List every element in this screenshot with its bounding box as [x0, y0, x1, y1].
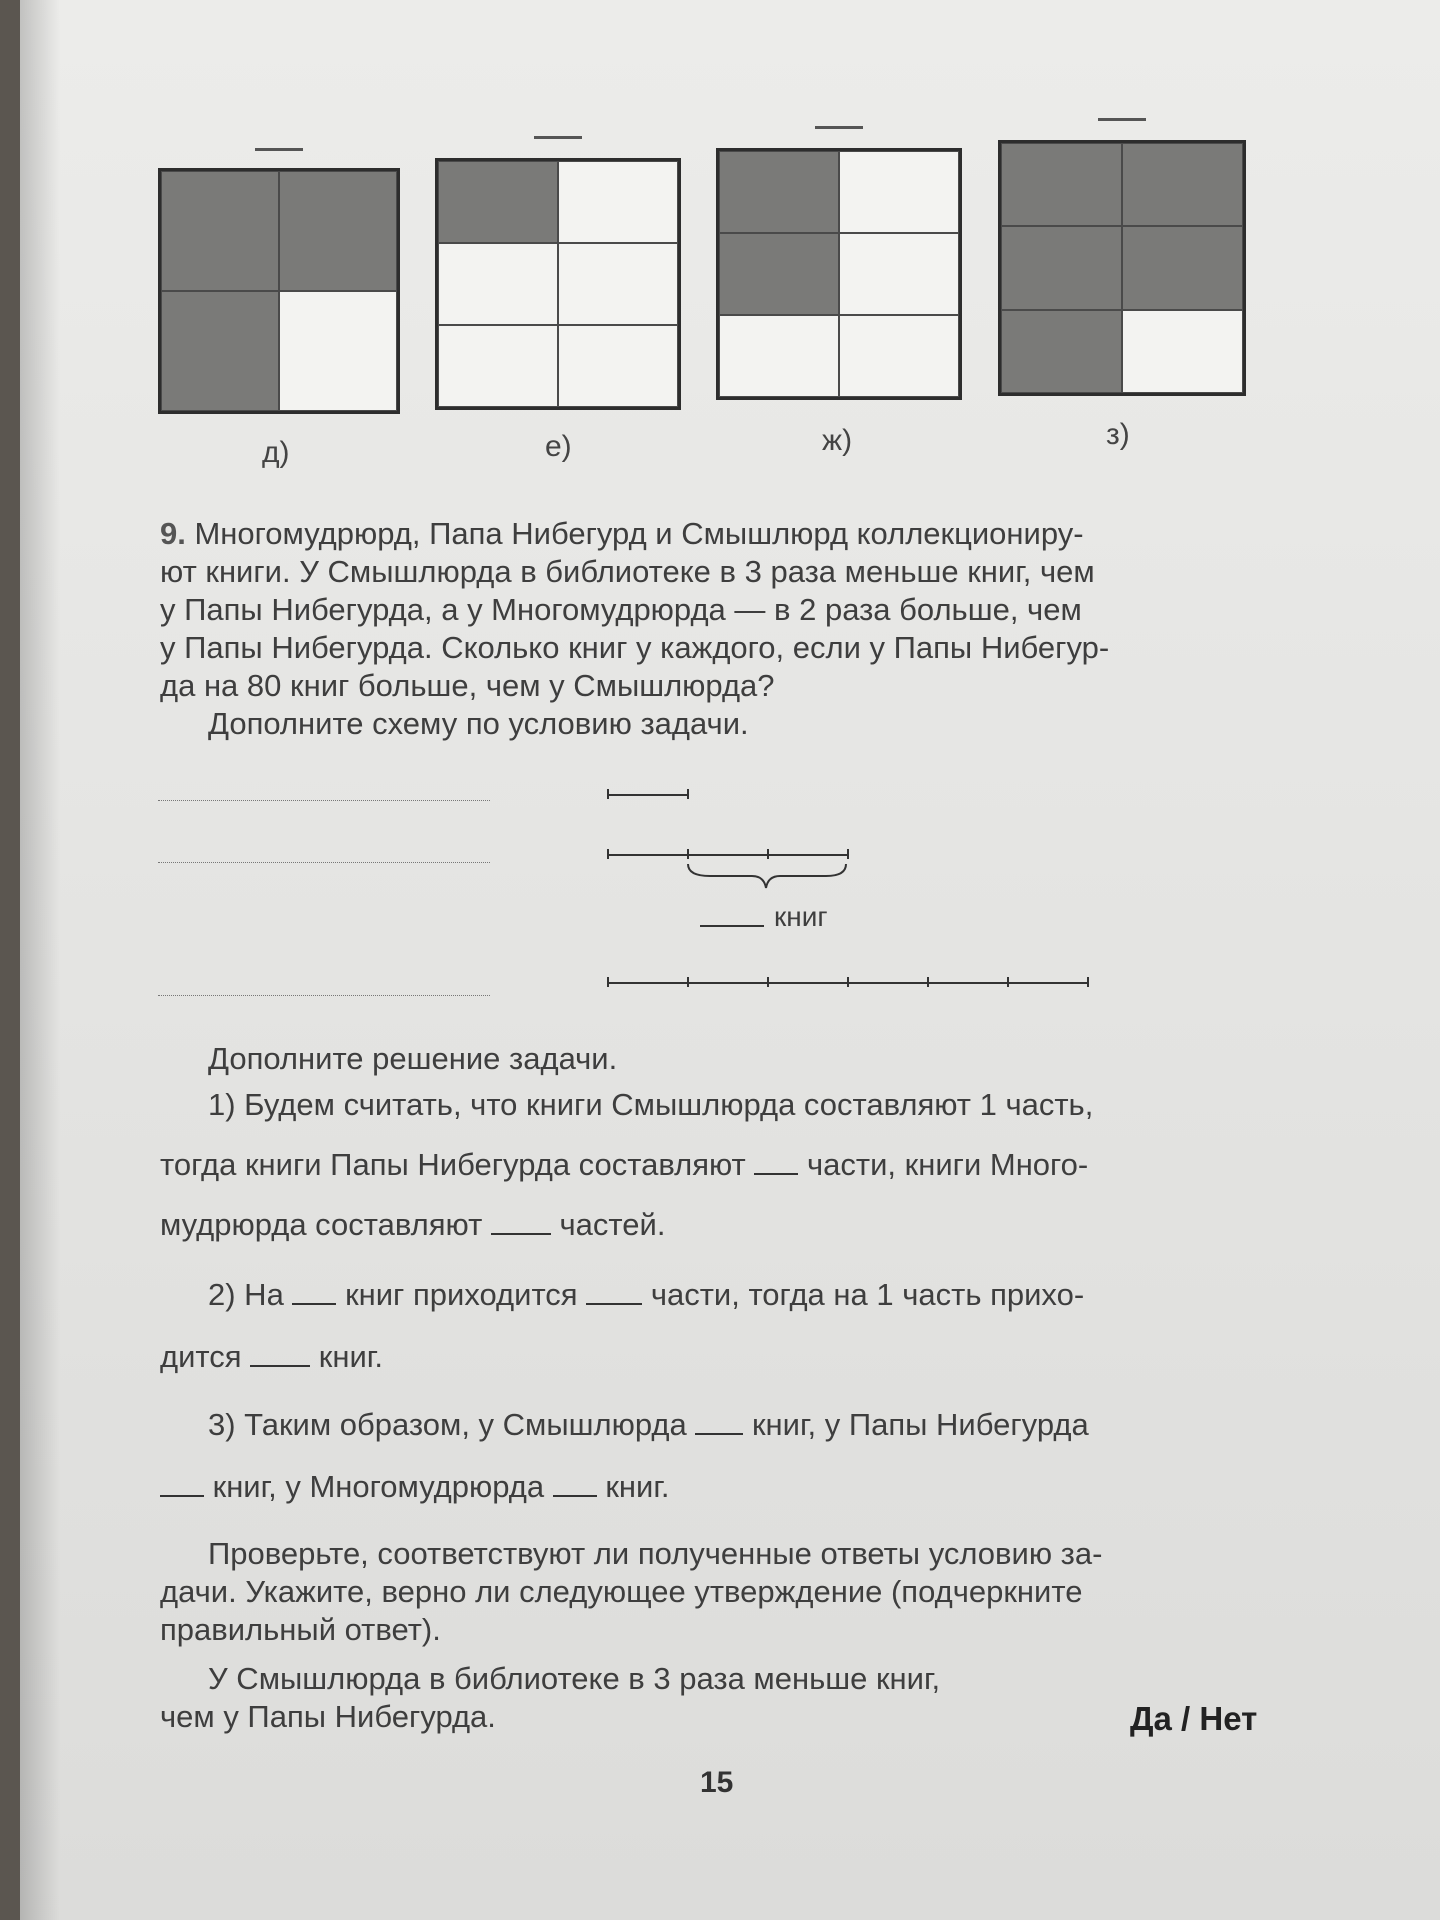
tick: [607, 849, 609, 859]
papa-books-blank[interactable]: [160, 1495, 204, 1497]
books-difference-blank[interactable]: [700, 903, 764, 927]
figure-label: ж): [822, 424, 853, 457]
step-1-line-3: мудрюрда составляют частей.: [160, 1207, 666, 1242]
books-per-part-blank[interactable]: [250, 1365, 310, 1367]
tick: [1007, 977, 1009, 987]
check-line-3: правильный ответ).: [160, 1612, 441, 1647]
brace-icon: [680, 860, 860, 894]
tick: [687, 789, 689, 799]
scheme-label: книг: [774, 901, 828, 932]
mnogo-books-blank[interactable]: [553, 1495, 597, 1497]
answer-choice[interactable]: Да / Нет: [1130, 1700, 1258, 1737]
shaded-cell: [1122, 226, 1243, 309]
tick: [607, 977, 609, 987]
tick: [687, 849, 689, 859]
step-3-line-1: 3) Таким образом, у Смышлюрда книг, у Папы Нибегурда: [208, 1407, 1089, 1442]
tick: [1087, 977, 1089, 987]
fraction-grid: [998, 140, 1246, 396]
tick: [847, 849, 849, 859]
empty-cell: [1122, 310, 1243, 393]
shaded-cell: [438, 161, 558, 243]
tick: [847, 977, 849, 987]
step-2-line-2: дится книг.: [160, 1339, 383, 1374]
step-1-line-2: тогда книги Папы Нибегурда составляют части, книги Много-: [160, 1147, 1089, 1182]
shaded-cell: [279, 171, 397, 291]
empty-cell: [438, 325, 558, 407]
fraction-grid: [435, 158, 681, 410]
tick: [767, 849, 769, 859]
tick: [767, 977, 769, 987]
scheme-prompt: Дополните схему по условию задачи.: [208, 706, 749, 741]
page-shadow: [20, 0, 60, 1920]
segment-papa: [608, 854, 848, 856]
empty-cell: [839, 233, 959, 315]
empty-cell: [558, 325, 678, 407]
empty-cell: [279, 291, 397, 411]
statement-line-1: У Смышлюрда в библиотеке в 3 раза меньше книг,: [208, 1661, 941, 1696]
answer-blank[interactable]: [255, 148, 303, 151]
step-1-line-1: 1) Будем считать, что книги Смышлюрда составляют 1 часть,: [208, 1087, 1094, 1122]
check-line-2: дачи. Укажите, верно ли следующее утверждение (подчеркните: [160, 1574, 1083, 1609]
tick: [607, 789, 609, 799]
task-line-5: да на 80 книг больше, чем у Смышлюрда?: [160, 668, 775, 703]
shaded-cell: [1122, 143, 1243, 226]
mnogo-parts-blank[interactable]: [491, 1233, 551, 1235]
answer-blank[interactable]: [1098, 118, 1146, 121]
check-line-1: Проверьте, соответствуют ли полученные ответы условию за-: [208, 1536, 1103, 1571]
empty-cell: [839, 315, 959, 397]
shaded-cell: [719, 233, 839, 315]
smysh-books-blank[interactable]: [695, 1433, 743, 1435]
scheme-name-blank-2[interactable]: [158, 862, 490, 863]
task-line-2: ют книги. У Смышлюрда в библиотеке в 3 раза меньше книг, чем: [160, 554, 1095, 589]
statement-line-2: чем у Папы Нибегурда.: [160, 1699, 496, 1734]
empty-cell: [839, 151, 959, 233]
answer-blank[interactable]: [815, 126, 863, 129]
figure-label: е): [545, 430, 572, 463]
fraction-grid: [158, 168, 400, 414]
task-line-1: 9. Многомудрюрд, Папа Нибегурд и Смышлюрд коллекциониру-: [160, 516, 1084, 551]
empty-cell: [438, 243, 558, 325]
empty-cell: [558, 243, 678, 325]
empty-cell: [558, 161, 678, 243]
scheme-name-blank-1[interactable]: [158, 800, 490, 801]
empty-cell: [719, 315, 839, 397]
shaded-cell: [719, 151, 839, 233]
task-line-3: у Папы Нибегурда, а у Многомудрюрда — в 2 раза больше, чем: [160, 592, 1082, 627]
parts-blank-1[interactable]: [586, 1303, 642, 1305]
solution-prompt: Дополните решение задачи.: [208, 1041, 618, 1076]
page-number: 15: [700, 1766, 734, 1799]
shaded-cell: [161, 291, 279, 411]
books-blank-1[interactable]: [292, 1303, 336, 1305]
task-line-4: у Папы Нибегурда. Сколько книг у каждого, если у Папы Нибегур-: [160, 630, 1110, 665]
shaded-cell: [161, 171, 279, 291]
papa-parts-blank[interactable]: [754, 1173, 798, 1175]
step-3-line-2: книг, у Многомудрюрда книг.: [160, 1468, 670, 1506]
fraction-grid: [716, 148, 962, 400]
shaded-cell: [1001, 143, 1122, 226]
tick: [927, 977, 929, 987]
step-2-line-1: 2) На книг приходится части, тогда на 1 часть прихо-: [208, 1277, 1085, 1312]
segment-smyshlyurd: [608, 794, 688, 796]
shaded-cell: [1001, 226, 1122, 309]
figure-label: з): [1106, 418, 1130, 451]
shaded-cell: [1001, 310, 1122, 393]
tick: [687, 977, 689, 987]
scheme-name-blank-3[interactable]: [158, 995, 490, 996]
figure-label: д): [262, 436, 290, 469]
answer-blank[interactable]: [534, 136, 582, 139]
